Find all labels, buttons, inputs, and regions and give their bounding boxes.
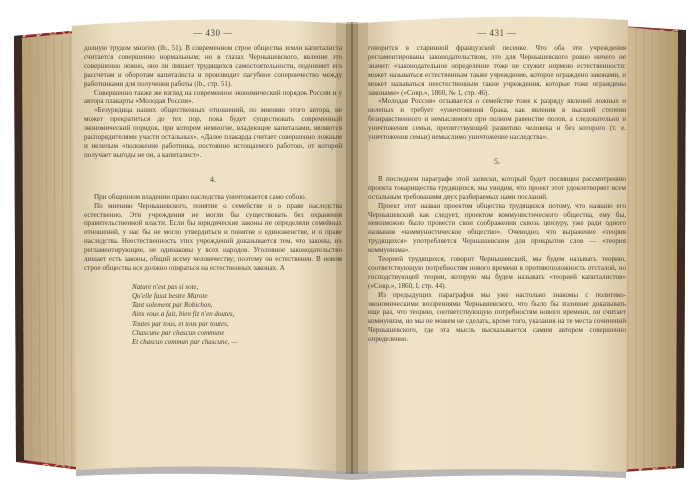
paragraph: Из предыдущих параграфов мы уже настолько знакомы с политико-экономическими воззрениями Чернышевского, что было бы излишне доказывать еще раз, что теорию, соответствующую потребностям нового времени, он считает коммунизм, но мы не можем не сделать, кроме того, указания на те места сочинений Чернышевского, где эта мысль высказывается самим автором совершенно определенно. bbox=[368, 290, 626, 344]
poem-line: Ains vous a fait, bien fiz n'en doutes, bbox=[132, 310, 235, 319]
left-page-text bbox=[84, 44, 342, 347]
section-number: 5. bbox=[494, 156, 500, 166]
left-page bbox=[78, 28, 348, 458]
right-page bbox=[362, 28, 632, 458]
paragraph: «Молодая Россия» отзывается о семействе тоже к разряду явлений ложных и нелепых и требует «уничтожения брака, как явления в высшей степени безнравственного и немыслимого при полном равенстве полов, а следовательно и уничтожения семьи, препятствующей развитию человека и без которого (т. е. уничтожения семьи) немыслимо уничтожение наследства». bbox=[368, 97, 626, 142]
french-poem bbox=[132, 283, 342, 347]
right-page-text bbox=[368, 44, 626, 344]
poem-line: Toutes par tous, et tous par toutes, bbox=[132, 319, 229, 328]
poem-line: Chascune par chascun commune bbox=[132, 328, 225, 337]
paragraph: При общинном владении право наследства уничтожается само собою. bbox=[94, 192, 307, 201]
poem-line: Qu'elle fasst bestre Marote bbox=[132, 292, 208, 301]
paragraph: «Безурядица наших общественных отношений, по мнению этого автора, не может прекратиться до тех пор, пока будет существовать современный экономический порядок, при котором немногие, владеющие капиталами, являются распорядителями участи остальных». «Далее плакарда считает совершенно ложным и нелепым «положение работника, постоянно истощаемого работою, от которой получает выгоды не он, а капиталист». bbox=[84, 106, 342, 159]
paragraph: По мнению Чернышевского, понятие о семействе и о праве наследства естественно. Эти учреждения не могли бы существовать без охранения правительственной власти. Если бы юридические законы не определяли семейных отношений, у нас бы не могло утвердиться и понятие о единоженстве, и о праве наследства. Неестественность этих учреждений доказывается тем, что законы, их регламентирующие, не одинаковы у всех народов. Уголовное законодательство лишает есть законы, общий всему человечеству; поэтому он естественен. В новом строе общества все должно опираться на естественных законах. А bbox=[84, 201, 342, 272]
poem-line: Nature n'est pas si sote, bbox=[132, 282, 199, 291]
paragraph: говорится в старинной французской песенке. Что оба эти учреждения регламентированы законодательством, это для Чернышевского ровно ничего не значит: «законодательное определение тоже не служит нормою естественности: может называться естественным также учреждение, которое ограждено законами, и может называться неестественным такие учреждения, которые тоже ограждены законами» («Совр.», 1860, № 1, стр. 46). bbox=[368, 44, 626, 97]
right-page-number: — 431 — bbox=[477, 28, 517, 38]
paragraph: долную трудом многих (ib., 51). В современном строе общества земли капиталиста считается совершенно нормальным; но в глазах Чернышевского, явление это совершенно ложно, оно ли лишает трудящихся самостоятельности, подчиняет его рассчетам и оборотам капиталиста и производит пагубное соперничество между работниками для получения работы (ib., стр. 51). bbox=[84, 44, 342, 88]
poem-line: Et chascun commun par chascune, — bbox=[132, 338, 238, 347]
paragraph: В последнем параграфе этой записки, который будет посвящен рассмотрению проекта товарищества трудящихся, мы увидим, что проект этот удовлетворяет всем остальным требованиям двух разбираемых нами посланий. bbox=[368, 174, 626, 201]
paragraph: Совершенно также же взгляд на современное экономический порядок России и у автора плакарты «Молодая Россия». bbox=[84, 88, 342, 106]
poem-line: Tant solement par Robichon, bbox=[132, 301, 213, 310]
left-page-number: — 430 — bbox=[193, 28, 233, 38]
section-number: 4. bbox=[210, 174, 216, 184]
paragraph: Теорией трудящихся, говорит Чернышевский, мы будем называть теорию, соответствующую потребностям нового времени в противоположность отсталой, но господствующей теории, которую мы будем называть «теорией капиталистов» («Совр.», 1860, I, стр. 44). bbox=[368, 255, 626, 290]
paragraph: Проект этот назван проектом общества трудящихся потому, что названо его Чернышевский как следует, проектом коммунистического общества, ему бы, невозможно было провести свои соображения сквозь цензуру, уже ради одного названия «коммунистическое общество». Очевидно, что выражение «теория трудящихся» употребляется Чернышевским для прикрытия слов — «теория коммунизма». bbox=[368, 201, 626, 255]
